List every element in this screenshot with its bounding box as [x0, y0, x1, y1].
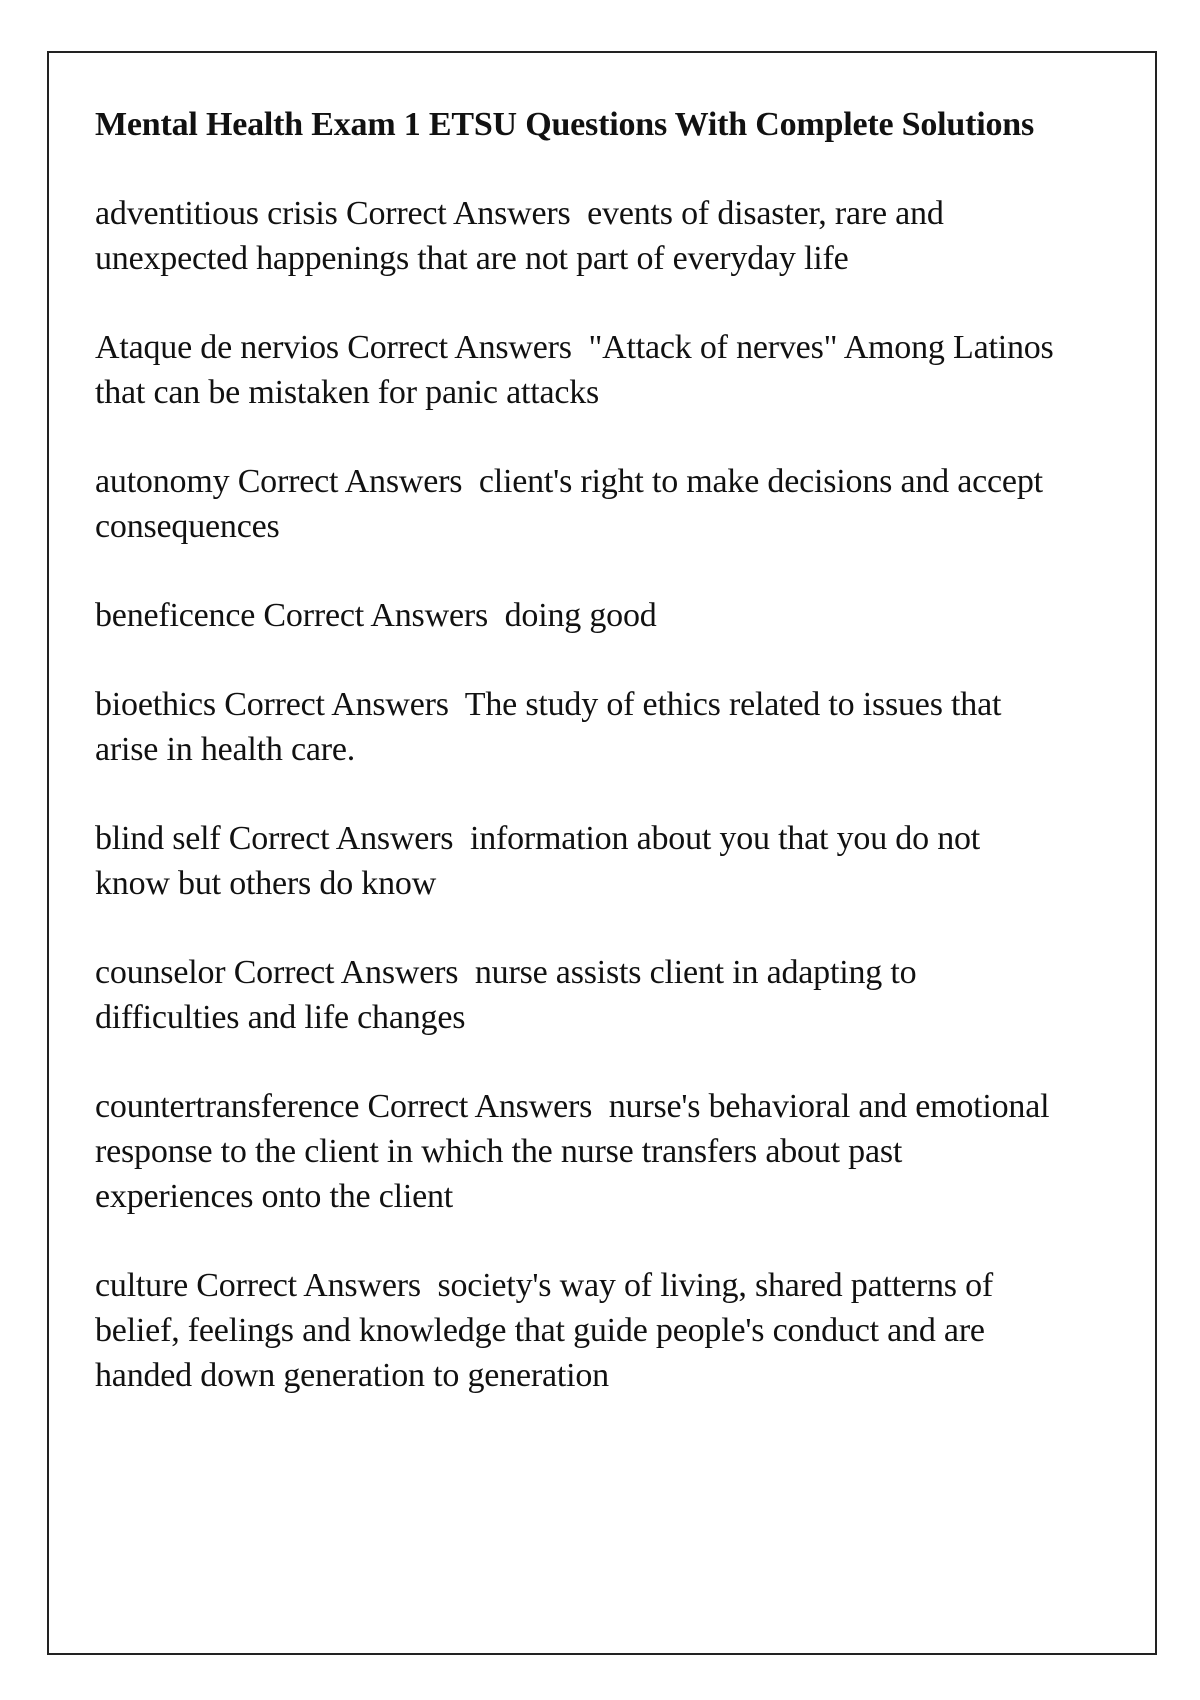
entry-term: countertransference: [95, 1088, 360, 1125]
answer-marker: Correct Answers: [337, 195, 588, 232]
entry-term: adventitious crisis: [95, 195, 338, 232]
answer-marker: Correct Answers: [255, 597, 505, 634]
answer-marker: Correct Answers: [215, 686, 465, 723]
flashcard-entry: [95, 325, 1062, 415]
entry-definition: client's right to make decisions and accept consequences: [95, 463, 1052, 545]
flashcard-entry: [95, 1084, 1058, 1219]
flashcard-entry: [95, 459, 1055, 549]
answer-marker: Correct Answers: [225, 954, 475, 991]
entry-definition: nurse's behavioral and emotional response to the client in which the nurse transfers about past experiences onto the client: [95, 1088, 1058, 1215]
entry-definition: nurse assists client in adapting to difficulties and life changes: [95, 954, 925, 1036]
entry-term: beneficence: [95, 597, 256, 634]
flashcard-entry: [95, 191, 1055, 281]
entry-term: culture: [95, 1267, 188, 1304]
flashcard-entry: [95, 816, 1055, 906]
entry-definition: society's way of living, shared patterns of belief, feelings and knowledge that guide people's conduct and are handed down generation to generation: [95, 1267, 1002, 1394]
flashcard-entry: [95, 1263, 1055, 1398]
entry-definition: information about you that you do not know but others do know: [95, 820, 989, 902]
entry-term: blind self: [95, 820, 221, 857]
entry-definition: "Attack of nerves" Among Latinos that can be mistaken for panic attacks: [95, 329, 1062, 411]
entry-definition: The study of ethics related to issues that arise in health care.: [95, 686, 1010, 768]
flashcard-entry: [95, 593, 1055, 638]
entry-term: bioethics: [95, 686, 216, 723]
answer-marker: Correct Answers: [229, 463, 479, 500]
entry-term: autonomy: [95, 463, 230, 500]
flashcard-entry: [95, 950, 1055, 1040]
document-body: [95, 102, 1062, 1442]
entry-term: Ataque de nervios: [95, 329, 339, 366]
answer-marker: Correct Answers: [338, 329, 589, 366]
answer-marker: Correct Answers: [188, 1267, 438, 1304]
entry-definition: events of disaster, rare and unexpected happenings that are not part of everyday life: [95, 195, 952, 277]
entry-term: counselor: [95, 954, 226, 991]
answer-marker: Correct Answers: [359, 1088, 609, 1125]
entry-definition: doing good: [504, 597, 657, 634]
document-title: Mental Health Exam 1 ETSU Questions With Complete Solutions: [95, 106, 1035, 143]
answer-marker: Correct Answers: [220, 820, 470, 857]
flashcard-entry: [95, 682, 1055, 772]
